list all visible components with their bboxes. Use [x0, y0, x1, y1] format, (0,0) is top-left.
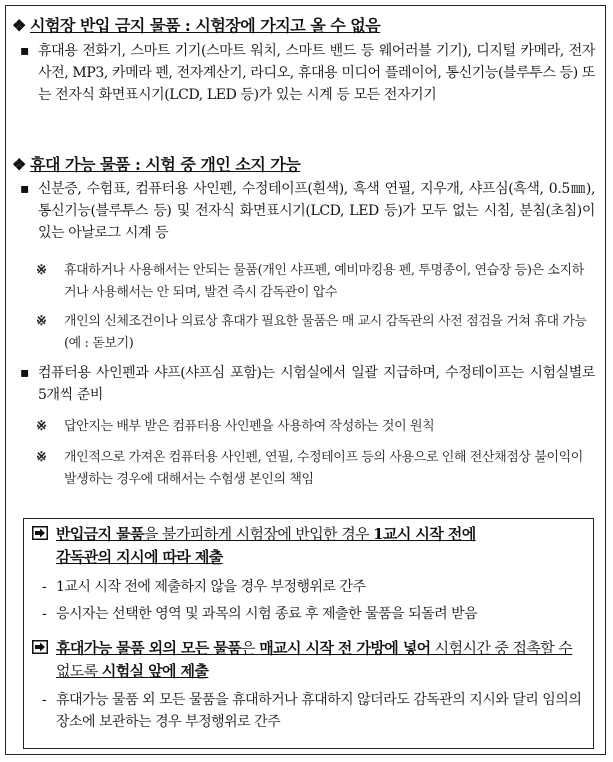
list-item: - 응시자는 선택한 영역 및 과목의 시험 종료 후 제출한 물품을 되돌려 받음 [42, 606, 478, 622]
prohibited-items-bullet: ▪ 휴대용 전화기, 스마트 기기(스마트 워치, 스마트 밴드 등 웨어러블 기기), 디지털 카메라, 전자사전, MP3, 카메라 펜, 전자계산기, 라디오, 휴대용 미디어 플레이어, 통신기능(블루투스 등) 또는 전자식 화면표시기(LCD, LED 등)가 있는 시계 등 모든 전자기기 [20, 40, 595, 130]
note-item: ※ 답안지는 배부 받은 컴퓨터용 사인펜을 사용하여 작성하는 것이 원칙 [36, 416, 595, 438]
arrow-right-icon [32, 526, 48, 540]
allowed-items-bullet: ▪ 신분증, 수험표, 컴퓨터용 사인펜, 수정테이프(흰색), 흑색 연필, 지우개, 샤프심(흑색, 0.5㎜), 통신기능(블루투스 등) 및 전자식 화면표시기(LCD, LED 등)가 모두 없는 시침, 분침(초침)이 있는 아날로그 시계 등 [20, 178, 595, 246]
arrow-right-icon [32, 640, 48, 654]
section-prohibited-title: ❖ 시험장 반입 금지 물품 : 시험장에 가지고 올 수 없음 [12, 16, 381, 35]
square-bullet-icon: ▪ [20, 181, 30, 197]
diamond-icon: ❖ [12, 16, 26, 35]
list-item: - 1교시 시작 전에 제출하지 않을 경우 부정행위로 간주 [42, 579, 366, 595]
instruction-submit: 휴대가능 물품 외의 모든 물품은 매교시 시작 전 가방에 넣어 시험시간 중 접촉할 수 없도록 시험실 앞에 제출 [32, 637, 587, 683]
list-item: - 휴대가능 물품 외 모든 물품을 휴대하거나 휴대하지 않더라도 감독관의 지시와 달리 임의의 장소에 보관하는 경우 부정행위로 간주 [42, 692, 582, 730]
square-bullet-icon: ▪ [20, 365, 30, 381]
diamond-icon: ❖ [12, 155, 26, 174]
note-mark: ※ [36, 450, 47, 465]
note-mark: ※ [36, 419, 47, 434]
section-allowed-title: ❖ 휴대 가능 물품 : 시험 중 개인 소지 가능 [12, 155, 301, 174]
instruction-box [23, 518, 594, 749]
note-mark: ※ [36, 263, 47, 278]
note-mark: ※ [36, 314, 47, 329]
instruction-prohibited: 반입금지 물품을 불가피하게 시험장에 반입한 경우 1교시 시작 전에 감독관의 지시에 따라 제출 [32, 523, 587, 569]
square-bullet-icon: ▪ [20, 43, 30, 59]
supplied-items-bullet: ▪ 컴퓨터용 사인펜과 샤프(샤프심 포함)는 시험실에서 일괄 지급하며, 수정테이프는 시험실별로 5개씩 준비 [20, 362, 595, 406]
note-item: ※ 개인의 신체조건이나 의료상 휴대가 필요한 물품은 매 교시 감독관의 사전 점검을 거쳐 휴대 가능(예 : 돋보기) [36, 311, 595, 355]
note-item: ※ 개인적으로 가져온 컴퓨터용 사인펜, 연필, 수정테이프 등의 사용으로 인해 전산채점상 불이익이 발생하는 경우에 대해서는 수험생 본인의 책임 [36, 447, 595, 491]
note-item: ※ 휴대하거나 사용해서는 안되는 물품(개인 샤프펜, 예비마킹용 펜, 투명종이, 연습장 등)은 소지하거나 사용해서는 안 되며, 발견 즉시 감독관이 압수 [36, 260, 595, 304]
notice-page [5, 5, 606, 755]
